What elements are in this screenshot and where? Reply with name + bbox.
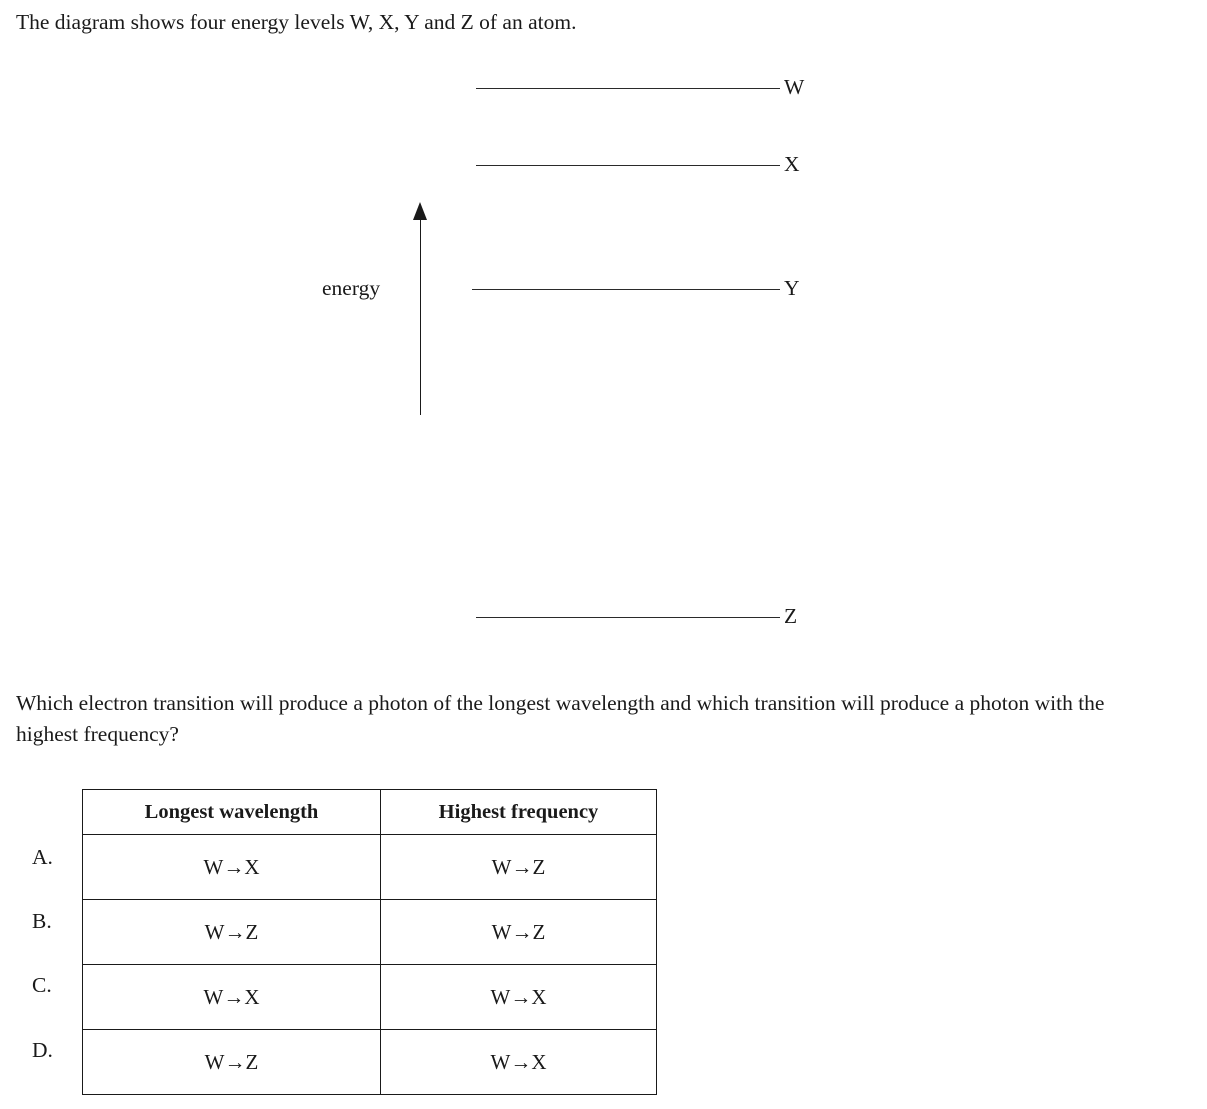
- table-row[interactable]: [83, 835, 657, 900]
- question-text: Which electron transition will produce a photon of the longest wavelength and which transition will produce a photon with the highest frequency?: [16, 691, 1105, 746]
- cell-longest-wavelength-d: W→Z: [83, 1030, 381, 1095]
- energy-level-label-z: Z: [784, 604, 798, 628]
- option-letter-d: D.: [32, 1038, 53, 1062]
- column-header-longest-wavelength: Longest wavelength: [83, 790, 381, 835]
- option-letter-b: B.: [32, 909, 52, 933]
- table-row[interactable]: [83, 900, 657, 965]
- cell-highest-frequency-d: W→X: [381, 1030, 657, 1095]
- table-row[interactable]: [83, 965, 657, 1030]
- intro-text: The diagram shows four energy levels W, X, Y and Z of an atom.: [16, 10, 577, 34]
- energy-level-label-w: W: [784, 75, 805, 99]
- table-header-row: [83, 790, 657, 835]
- cell-highest-frequency-a: W→Z: [381, 835, 657, 900]
- energy-axis-line: [420, 210, 421, 415]
- cell-longest-wavelength-c: W→X: [83, 965, 381, 1030]
- energy-axis-caption: energy: [322, 276, 381, 300]
- cell-longest-wavelength-b: W→Z: [83, 900, 381, 965]
- options-table-wrapper: [16, 789, 716, 1095]
- energy-level-line-x: [476, 165, 780, 166]
- energy-level-diagram: [0, 50, 1207, 670]
- cell-highest-frequency-c: W→X: [381, 965, 657, 1030]
- energy-level-line-z: [476, 617, 780, 618]
- option-letter-a: A.: [32, 845, 53, 869]
- energy-level-label-x: X: [784, 152, 800, 176]
- table-row[interactable]: [83, 1030, 657, 1095]
- cell-highest-frequency-b: W→Z: [381, 900, 657, 965]
- options-table: [82, 789, 657, 1095]
- option-letter-c: C.: [32, 973, 52, 997]
- cell-longest-wavelength-a: W→X: [83, 835, 381, 900]
- energy-level-line-w: [476, 88, 780, 89]
- energy-level-line-y: [472, 289, 780, 290]
- energy-level-label-y: Y: [784, 276, 800, 300]
- column-header-highest-frequency: Highest frequency: [381, 790, 657, 835]
